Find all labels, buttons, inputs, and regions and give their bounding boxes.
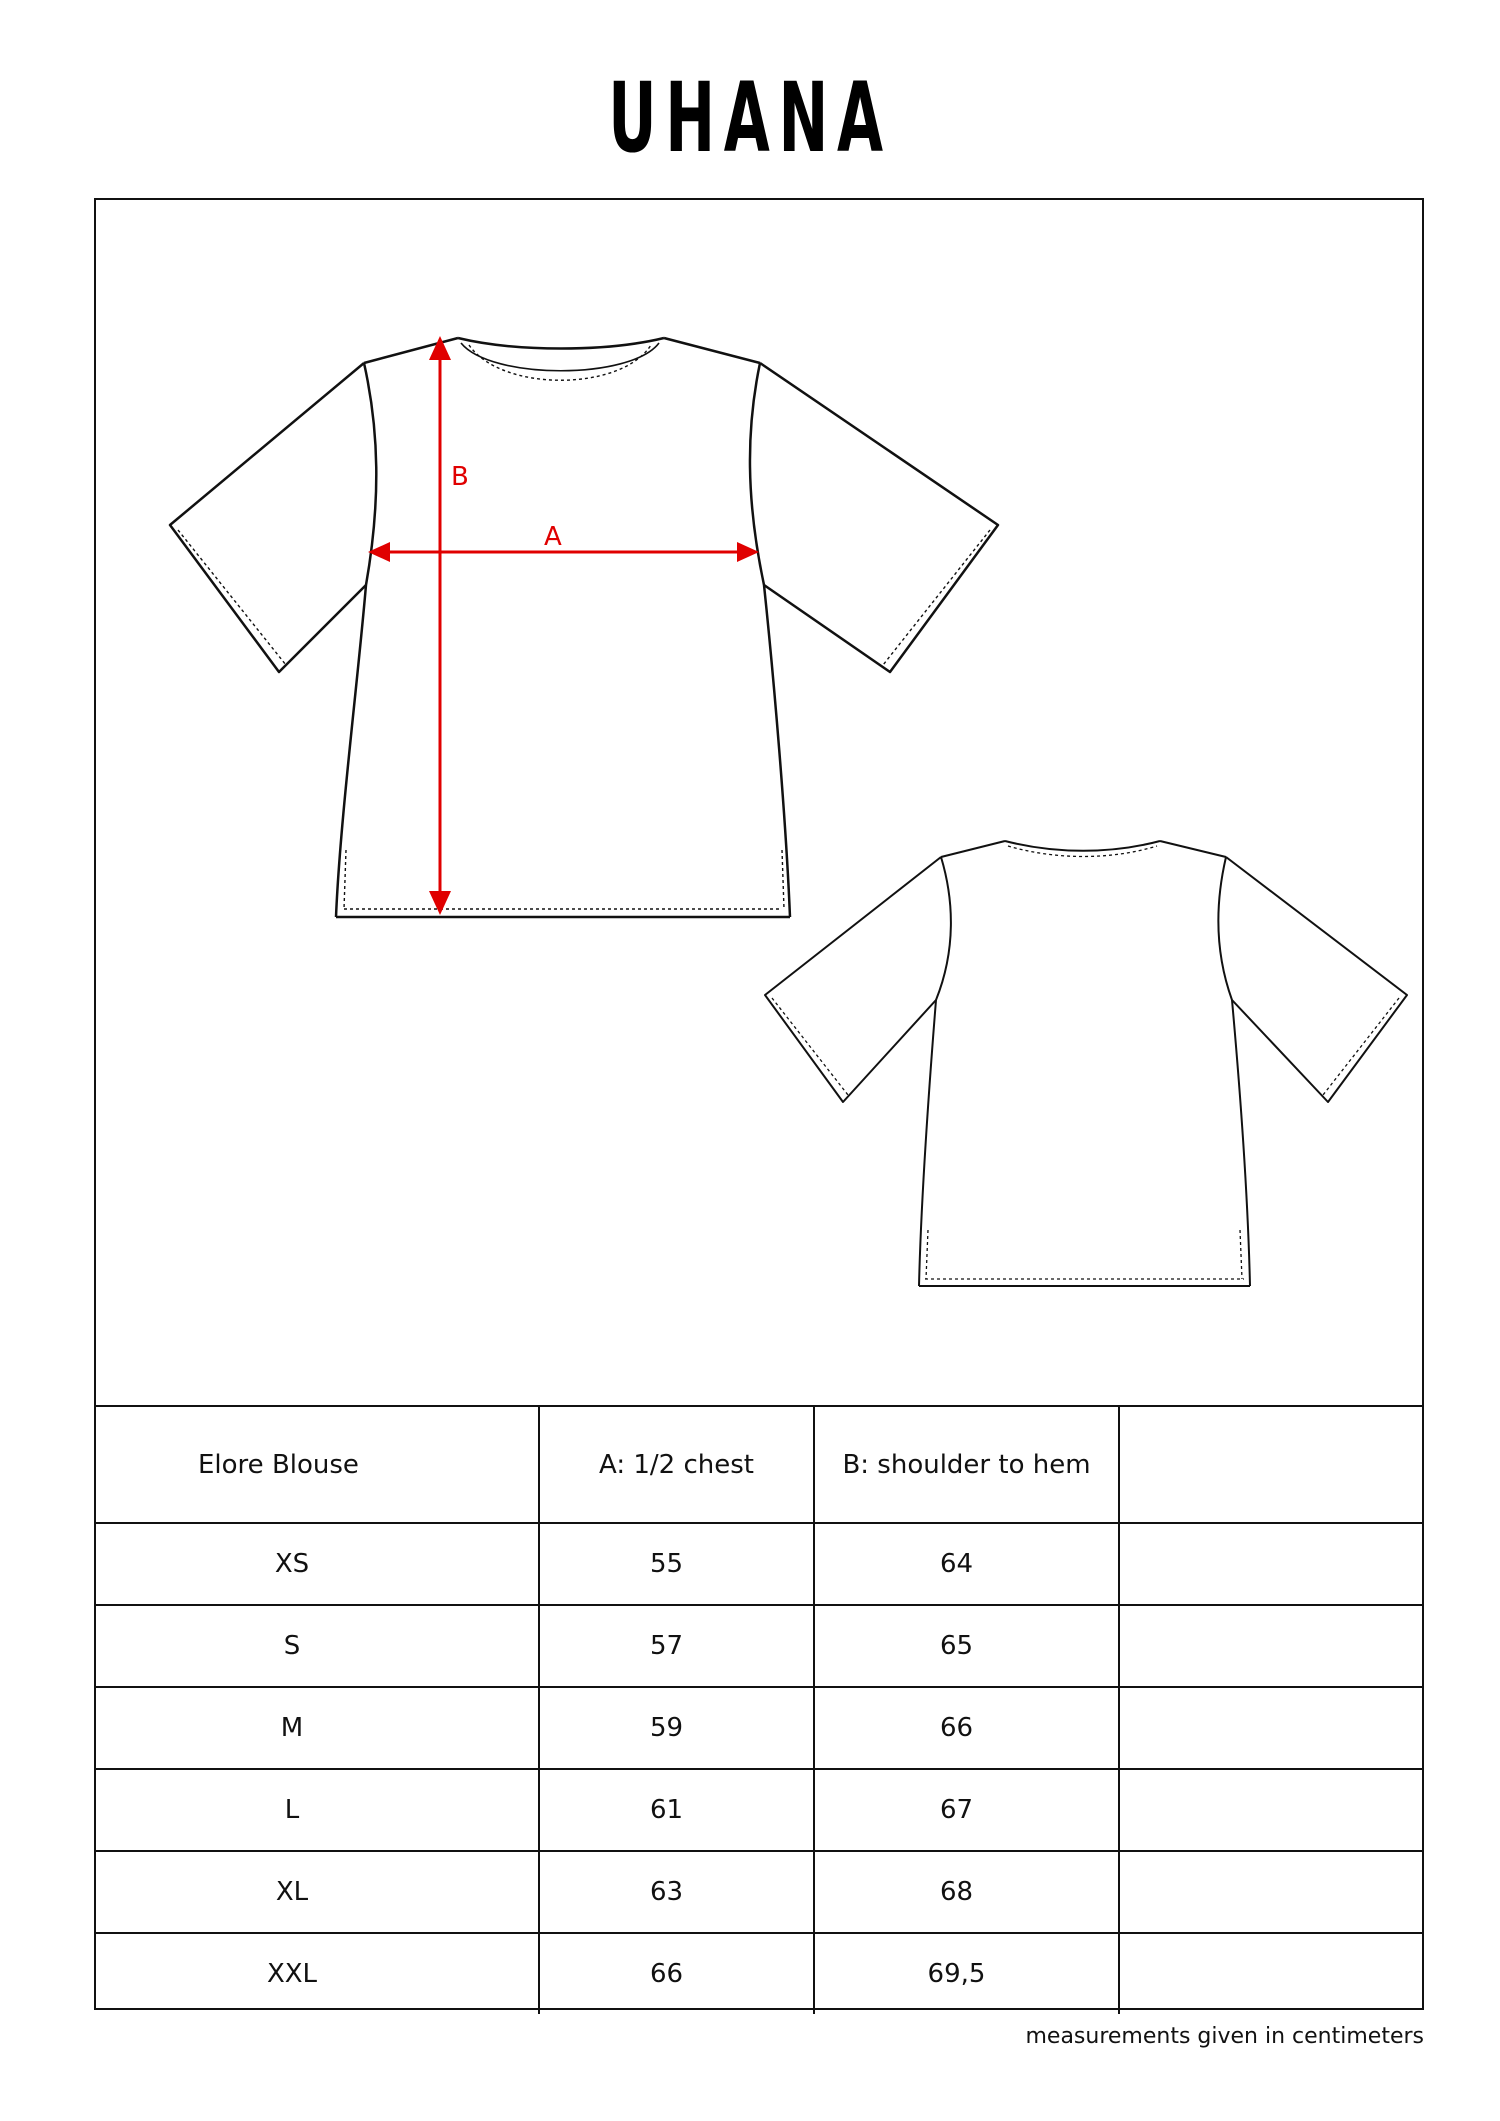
table-row — [96, 1933, 1422, 2014]
chest-cell: 66 — [539, 1933, 814, 2014]
table-row — [96, 1605, 1422, 1687]
front-view — [170, 338, 998, 917]
measurement-b-arrow — [429, 336, 451, 915]
table-row — [96, 1523, 1422, 1605]
measurement-a-arrow — [368, 542, 759, 562]
brand-logo: UHANA — [608, 62, 892, 174]
header-length: B: shoulder to hem — [814, 1406, 1119, 1523]
garment-illustration — [96, 200, 1422, 1406]
label-a: A — [544, 522, 562, 552]
chest-cell: 57 — [539, 1605, 814, 1687]
size-cell: XS — [96, 1523, 539, 1605]
chest-cell: 55 — [539, 1523, 814, 1605]
empty-cell — [1119, 1933, 1422, 2014]
empty-cell — [1119, 1523, 1422, 1605]
empty-cell — [1119, 1605, 1422, 1687]
empty-cell — [1119, 1687, 1422, 1769]
chest-cell: 61 — [539, 1769, 814, 1851]
length-cell: 66 — [814, 1687, 1119, 1769]
empty-cell — [1119, 1851, 1422, 1933]
size-cell: S — [96, 1605, 539, 1687]
table-row — [96, 1687, 1422, 1769]
header-empty — [1119, 1406, 1422, 1523]
empty-cell — [1119, 1769, 1422, 1851]
table-row — [96, 1851, 1422, 1933]
table-header-row — [96, 1406, 1422, 1523]
header-product-name: Elore Blouse — [96, 1406, 539, 1523]
length-cell: 68 — [814, 1851, 1119, 1933]
table-row — [96, 1769, 1422, 1851]
size-cell: M — [96, 1687, 539, 1769]
back-view — [765, 841, 1407, 1286]
label-b: B — [451, 462, 469, 492]
footnote: measurements given in centimeters — [1025, 2024, 1424, 2049]
length-cell: 65 — [814, 1605, 1119, 1687]
size-chart-frame — [94, 198, 1424, 2010]
chest-cell: 63 — [539, 1851, 814, 1933]
size-cell: L — [96, 1769, 539, 1851]
size-cell: XXL — [96, 1933, 539, 2014]
size-table — [96, 1405, 1422, 2014]
length-cell: 67 — [814, 1769, 1119, 1851]
length-cell: 64 — [814, 1523, 1119, 1605]
header-chest: A: 1/2 chest — [539, 1406, 814, 1523]
size-cell: XL — [96, 1851, 539, 1933]
length-cell: 69,5 — [814, 1933, 1119, 2014]
chest-cell: 59 — [539, 1687, 814, 1769]
